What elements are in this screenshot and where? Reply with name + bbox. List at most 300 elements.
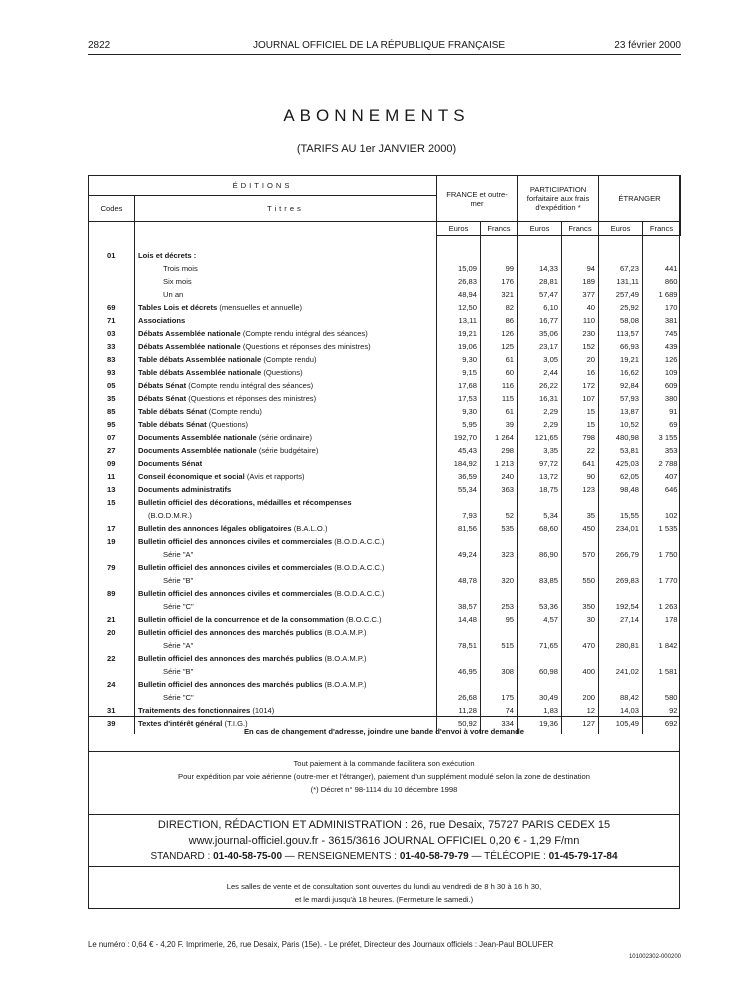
france-francs <box>481 587 518 600</box>
france-francs: 39 <box>481 418 518 431</box>
participation-euros: 4,57 <box>518 613 562 626</box>
codes-header: Codes <box>89 196 135 222</box>
participation-francs: 172 <box>562 379 599 392</box>
participation-euros: 6,10 <box>518 301 562 314</box>
page-title: ABONNEMENTS <box>283 106 470 125</box>
etranger-euros: 66,93 <box>599 340 643 353</box>
table-row <box>89 340 681 353</box>
participation-francs <box>562 652 599 665</box>
participation-euros: 14,33 <box>518 262 562 275</box>
france-francs: 323 <box>481 548 518 561</box>
unit-euros: Euros <box>599 222 643 236</box>
row-code: 07 <box>107 433 116 442</box>
participation-francs: 641 <box>562 457 599 470</box>
participation-euros: 23,17 <box>518 340 562 353</box>
standard-number: 01-40-58-75-00 <box>213 851 283 862</box>
row-title-detail: (Questions et réponses des ministres) <box>240 342 371 351</box>
row-code: 22 <box>107 654 116 663</box>
participation-francs: 15 <box>562 418 599 431</box>
etranger-francs: 69 <box>643 418 681 431</box>
row-title <box>135 470 437 483</box>
participation-francs: 550 <box>562 574 599 587</box>
etranger-francs: 2 788 <box>643 457 681 470</box>
participation-euros: 2,29 <box>518 418 562 431</box>
row-title-main: Documents administratifs <box>138 485 232 494</box>
etranger-francs: 102 <box>643 509 681 522</box>
france-euros: 55,34 <box>437 483 481 496</box>
france-euros: 184,92 <box>437 457 481 470</box>
header-rule <box>88 54 681 55</box>
table-row <box>89 288 681 301</box>
participation-francs: 94 <box>562 262 599 275</box>
etranger-euros: 15,55 <box>599 509 643 522</box>
payment-line: Tout paiement à la commande facilitera son exécution <box>293 759 475 768</box>
france-euros: 192,70 <box>437 431 481 444</box>
etranger-euros: 57,93 <box>599 392 643 405</box>
row-title-detail: (B.O.D.A.C.C.) <box>332 563 385 572</box>
participation-francs <box>562 535 599 548</box>
france-francs: 321 <box>481 288 518 301</box>
page-footer <box>88 940 680 949</box>
table-row <box>89 665 681 678</box>
etranger-francs <box>643 496 681 509</box>
participation-francs: 107 <box>562 392 599 405</box>
etranger-francs: 1 263 <box>643 600 681 613</box>
row-title <box>135 665 437 678</box>
france-francs: 334 <box>481 717 518 734</box>
row-title-detail: (B.O.D.A.C.C.) <box>332 537 385 546</box>
participation-euros: 53,36 <box>518 600 562 613</box>
row-code <box>89 262 135 275</box>
etranger-francs <box>643 652 681 665</box>
row-code: 05 <box>107 381 116 390</box>
table-row <box>89 522 681 535</box>
row-title-main: Débats Assemblée nationale <box>138 342 241 351</box>
etranger-euros: 62,05 <box>599 470 643 483</box>
unit-francs: Francs <box>643 222 681 236</box>
france-euros: 48,94 <box>437 288 481 301</box>
row-code: 21 <box>107 615 116 624</box>
participation-euros: 18,75 <box>518 483 562 496</box>
france-francs: 61 <box>481 405 518 418</box>
row-code: 39 <box>107 719 116 728</box>
row-title-main: Textes d'intérêt général <box>138 719 223 728</box>
sales-notice <box>88 880 680 906</box>
etranger-euros: 280,81 <box>599 639 643 652</box>
france-francs: 125 <box>481 340 518 353</box>
payment-line: Pour expédition par voie aérienne (outre-mer et l'étranger), paiement d'un supplément modulé selon la zone de destination <box>178 772 590 781</box>
france-francs <box>481 652 518 665</box>
table-row <box>89 548 681 561</box>
france-euros: 19,06 <box>437 340 481 353</box>
row-title-main: Conseil économique et social <box>138 472 245 481</box>
france-euros <box>437 561 481 574</box>
participation-euros: 60,98 <box>518 665 562 678</box>
page-subtitle: (TARIFS AU 1er JANVIER 2000) <box>296 143 457 155</box>
renseignements-label: — RENSEIGNEMENTS : <box>282 851 400 862</box>
row-title <box>135 301 437 314</box>
participation-header: PARTICIPATION forfaitaire aux frais d'expédition * <box>518 176 599 222</box>
row-code: 95 <box>107 420 116 429</box>
france-euros <box>437 652 481 665</box>
row-code: 33 <box>107 342 116 351</box>
etranger-francs: 91 <box>643 405 681 418</box>
row-title <box>135 366 437 379</box>
row-code: 71 <box>107 316 116 325</box>
row-title-detail: (Compte rendu) <box>261 355 317 364</box>
table-row <box>89 639 681 652</box>
france-francs: 176 <box>481 275 518 288</box>
row-code: 69 <box>107 303 116 312</box>
france-euros: 49,24 <box>437 548 481 561</box>
etranger-euros: 13,87 <box>599 405 643 418</box>
print-code: 101002302-000200 <box>628 954 681 960</box>
etranger-francs: 441 <box>643 262 681 275</box>
participation-francs: 450 <box>562 522 599 535</box>
etranger-euros: 10,52 <box>599 418 643 431</box>
table-row <box>89 509 681 522</box>
table-row <box>89 535 681 548</box>
table-row <box>89 470 681 483</box>
row-title-detail: (Questions et réponses des ministres) <box>186 394 317 403</box>
participation-euros: 3,05 <box>518 353 562 366</box>
etranger-francs <box>643 678 681 691</box>
france-euros: 5,95 <box>437 418 481 431</box>
etranger-francs: 745 <box>643 327 681 340</box>
etranger-euros <box>599 626 643 639</box>
france-francs: 363 <box>481 483 518 496</box>
participation-francs: 35 <box>562 509 599 522</box>
direction-address: DIRECTION, RÉDACTION ET ADMINISTRATION : 26, rue Desaix, 75727 PARIS CEDEX 15 <box>157 819 611 831</box>
row-code: 89 <box>107 589 116 598</box>
france-euros: 26,83 <box>437 275 481 288</box>
row-code <box>89 509 135 522</box>
row-title-detail: (série budgétaire) <box>256 446 319 455</box>
france-francs: 99 <box>481 262 518 275</box>
france-euros: 17,53 <box>437 392 481 405</box>
etranger-francs: 692 <box>643 717 681 734</box>
participation-francs: 230 <box>562 327 599 340</box>
row-title-detail: (T.I.G.) <box>222 719 248 728</box>
france-francs: 240 <box>481 470 518 483</box>
france-francs: 535 <box>481 522 518 535</box>
table-row <box>89 574 681 587</box>
row-code: 19 <box>107 537 116 546</box>
etranger-euros: 98,48 <box>599 483 643 496</box>
row-title-detail: (mensuelles et annuelle) <box>217 303 303 312</box>
etranger-francs: 1 842 <box>643 639 681 652</box>
row-title <box>135 574 437 587</box>
france-francs <box>481 535 518 548</box>
participation-francs <box>562 496 599 509</box>
participation-euros: 13,72 <box>518 470 562 483</box>
page-number: 2822 <box>88 40 111 51</box>
participation-francs: 15 <box>562 405 599 418</box>
unit-euros: Euros <box>437 222 481 236</box>
etranger-francs: 407 <box>643 470 681 483</box>
france-francs: 82 <box>481 301 518 314</box>
row-title <box>135 639 437 652</box>
row-code: 93 <box>107 368 116 377</box>
etranger-euros: 266,79 <box>599 548 643 561</box>
etranger-euros: 92,84 <box>599 379 643 392</box>
participation-euros: 1,83 <box>518 704 562 717</box>
participation-euros: 16,31 <box>518 392 562 405</box>
direction-web: www.journal-officiel.gouv.fr - 3615/3616 JOURNAL OFFICIEL 0,20 € - 1,29 F/mn <box>188 835 580 847</box>
row-title-detail: (série ordinaire) <box>256 433 313 442</box>
row-title <box>135 496 437 509</box>
participation-euros: 30,49 <box>518 691 562 704</box>
participation-francs: 16 <box>562 366 599 379</box>
row-title <box>135 340 437 353</box>
participation-francs: 470 <box>562 639 599 652</box>
page-header <box>88 40 681 54</box>
participation-francs <box>562 249 599 262</box>
etranger-euros <box>599 561 643 574</box>
france-euros: 17,68 <box>437 379 481 392</box>
row-title-detail: (Compte rendu intégral des séances) <box>186 381 314 390</box>
row-title-main: Documents Assemblée nationale <box>138 433 257 442</box>
row-title <box>135 548 437 561</box>
row-code: 15 <box>107 498 116 507</box>
participation-francs: 123 <box>562 483 599 496</box>
etranger-euros: 67,23 <box>599 262 643 275</box>
etranger-francs: 170 <box>643 301 681 314</box>
row-code: 11 <box>107 472 116 481</box>
france-francs <box>481 496 518 509</box>
table-row <box>89 600 681 613</box>
row-title-main: Un an <box>163 290 184 299</box>
row-title-main: Débats Assemblée nationale <box>138 329 241 338</box>
row-title-main: Débats Sénat <box>138 394 187 403</box>
participation-francs: 22 <box>562 444 599 457</box>
france-euros: 15,09 <box>437 262 481 275</box>
etranger-euros <box>599 496 643 509</box>
etranger-francs: 353 <box>643 444 681 457</box>
row-code: 24 <box>107 680 116 689</box>
france-euros: 26,68 <box>437 691 481 704</box>
france-francs: 116 <box>481 379 518 392</box>
france-francs: 298 <box>481 444 518 457</box>
table-row <box>89 457 681 470</box>
france-francs: 95 <box>481 613 518 626</box>
row-title-main: Tables Lois et décrets <box>138 303 218 312</box>
participation-euros: 71,65 <box>518 639 562 652</box>
row-title-main: Table débats Assemblée nationale <box>138 368 262 377</box>
row-title-detail: (Questions) <box>206 420 249 429</box>
france-euros: 9,30 <box>437 353 481 366</box>
france-euros: 36,59 <box>437 470 481 483</box>
decree-line: (*) Décret n° 98-1114 du 10 décembre 1998 <box>310 785 458 794</box>
etranger-francs: 646 <box>643 483 681 496</box>
etranger-euros: 269,83 <box>599 574 643 587</box>
unit-euros: Euros <box>518 222 562 236</box>
row-title-main: Série "A" <box>163 550 194 559</box>
participation-euros: 2,29 <box>518 405 562 418</box>
etranger-euros: 14,03 <box>599 704 643 717</box>
row-title <box>135 392 437 405</box>
france-euros: 48,78 <box>437 574 481 587</box>
table-row <box>89 652 681 665</box>
participation-euros: 28,81 <box>518 275 562 288</box>
etranger-francs: 439 <box>643 340 681 353</box>
row-title <box>135 535 437 548</box>
row-title-detail: (B.O.A.M.P.) <box>322 654 367 663</box>
row-title <box>135 288 437 301</box>
etranger-euros <box>599 535 643 548</box>
row-title <box>135 561 437 574</box>
etranger-francs: 1 689 <box>643 288 681 301</box>
row-title-main: Série "C" <box>163 693 194 702</box>
france-francs: 115 <box>481 392 518 405</box>
etranger-francs: 1 581 <box>643 665 681 678</box>
france-francs: 52 <box>481 509 518 522</box>
row-title <box>135 678 437 691</box>
etranger-francs <box>643 535 681 548</box>
france-euros: 46,95 <box>437 665 481 678</box>
renseignements-number: 01-40-58-79-79 <box>399 851 469 862</box>
etranger-euros: 241,02 <box>599 665 643 678</box>
participation-euros: 86,90 <box>518 548 562 561</box>
france-euros <box>437 496 481 509</box>
row-title-main: Bulletin officiel des annonces civiles et commerciales <box>138 537 333 546</box>
row-title-main: Débats Sénat <box>138 381 187 390</box>
row-code <box>89 691 135 704</box>
participation-francs: 798 <box>562 431 599 444</box>
row-title <box>135 314 437 327</box>
row-title-main: Bulletin officiel des annonces des marchés publics <box>138 680 323 689</box>
participation-francs <box>562 626 599 639</box>
row-title-main: Associations <box>138 316 186 325</box>
unit-francs: Francs <box>481 222 518 236</box>
etranger-francs: 1 535 <box>643 522 681 535</box>
etranger-euros <box>599 249 643 262</box>
etranger-euros <box>599 587 643 600</box>
direction-block <box>88 814 680 867</box>
tariff-rows <box>89 236 681 735</box>
participation-francs: 127 <box>562 717 599 734</box>
participation-francs: 20 <box>562 353 599 366</box>
france-euros: 81,56 <box>437 522 481 535</box>
row-title-main: Bulletin officiel des annonces des marchés publics <box>138 628 323 637</box>
france-euros <box>437 678 481 691</box>
participation-euros: 68,60 <box>518 522 562 535</box>
row-code: 35 <box>107 394 116 403</box>
participation-francs: 152 <box>562 340 599 353</box>
france-euros: 38,57 <box>437 600 481 613</box>
row-code <box>89 639 135 652</box>
row-title-main: Six mois <box>163 277 192 286</box>
row-title-detail: (1014) <box>250 706 275 715</box>
participation-francs: 200 <box>562 691 599 704</box>
etranger-francs: 381 <box>643 314 681 327</box>
row-title-main: Table débats Sénat <box>138 420 207 429</box>
etranger-francs: 3 155 <box>643 431 681 444</box>
etranger-francs: 860 <box>643 275 681 288</box>
row-code <box>89 600 135 613</box>
row-title <box>135 418 437 431</box>
row-title-main: Bulletin officiel des annonces civiles et commerciales <box>138 589 333 598</box>
row-title <box>135 483 437 496</box>
etranger-euros <box>599 678 643 691</box>
france-francs <box>481 678 518 691</box>
france-francs <box>481 626 518 639</box>
france-euros <box>437 626 481 639</box>
table-row <box>89 327 681 340</box>
row-title-main: Bulletin officiel de la concurrence et de la consommation <box>138 615 344 624</box>
sales-line: et le mardi jusqu'à 18 heures. (Fermeture le samedi.) <box>294 895 474 904</box>
etranger-francs: 1 750 <box>643 548 681 561</box>
france-francs <box>481 249 518 262</box>
row-code: 17 <box>107 524 116 533</box>
france-euros: 11,28 <box>437 704 481 717</box>
row-title <box>135 405 437 418</box>
tariff-table <box>88 175 681 734</box>
etranger-francs: 109 <box>643 366 681 379</box>
direction-phones <box>88 849 680 865</box>
issue-date: 23 février 2000 <box>614 40 681 51</box>
france-francs: 320 <box>481 574 518 587</box>
france-euros <box>437 535 481 548</box>
participation-euros: 26,22 <box>518 379 562 392</box>
participation-euros: 3,35 <box>518 444 562 457</box>
participation-francs <box>562 678 599 691</box>
row-title-detail: (B.O.D.M.R.) <box>148 511 192 520</box>
etranger-euros: 16,62 <box>599 366 643 379</box>
participation-francs: 377 <box>562 288 599 301</box>
participation-euros: 2,44 <box>518 366 562 379</box>
row-code <box>89 665 135 678</box>
row-title-main: Bulletin officiel des annonces civiles et commerciales <box>138 563 333 572</box>
row-code: 03 <box>107 329 116 338</box>
etranger-euros: 131,11 <box>599 275 643 288</box>
etranger-euros: 113,57 <box>599 327 643 340</box>
france-euros: 12,50 <box>437 301 481 314</box>
etranger-francs: 1 770 <box>643 574 681 587</box>
row-code <box>89 548 135 561</box>
france-euros: 9,15 <box>437 366 481 379</box>
participation-francs: 189 <box>562 275 599 288</box>
france-francs: 1 264 <box>481 431 518 444</box>
participation-francs: 400 <box>562 665 599 678</box>
participation-euros <box>518 678 562 691</box>
participation-euros <box>518 587 562 600</box>
row-title-main: Bulletin officiel des décorations, médailles et récompenses <box>138 498 352 507</box>
participation-euros <box>518 496 562 509</box>
participation-euros <box>518 652 562 665</box>
france-francs: 86 <box>481 314 518 327</box>
row-title <box>135 275 437 288</box>
row-title <box>135 600 437 613</box>
etranger-euros <box>599 652 643 665</box>
france-euros <box>437 587 481 600</box>
france-euros: 13,11 <box>437 314 481 327</box>
row-title-detail: (B.O.D.A.C.C.) <box>332 589 385 598</box>
france-euros <box>437 249 481 262</box>
etranger-francs <box>643 561 681 574</box>
france-francs: 515 <box>481 639 518 652</box>
row-title-detail: (Compte rendu) <box>206 407 262 416</box>
participation-euros: 83,85 <box>518 574 562 587</box>
participation-euros <box>518 626 562 639</box>
table-row <box>89 613 681 626</box>
participation-euros: 16,77 <box>518 314 562 327</box>
table-row <box>89 496 681 509</box>
etranger-euros: 257,49 <box>599 288 643 301</box>
table-row <box>89 561 681 574</box>
row-code: 09 <box>107 459 116 468</box>
etranger-francs: 380 <box>643 392 681 405</box>
